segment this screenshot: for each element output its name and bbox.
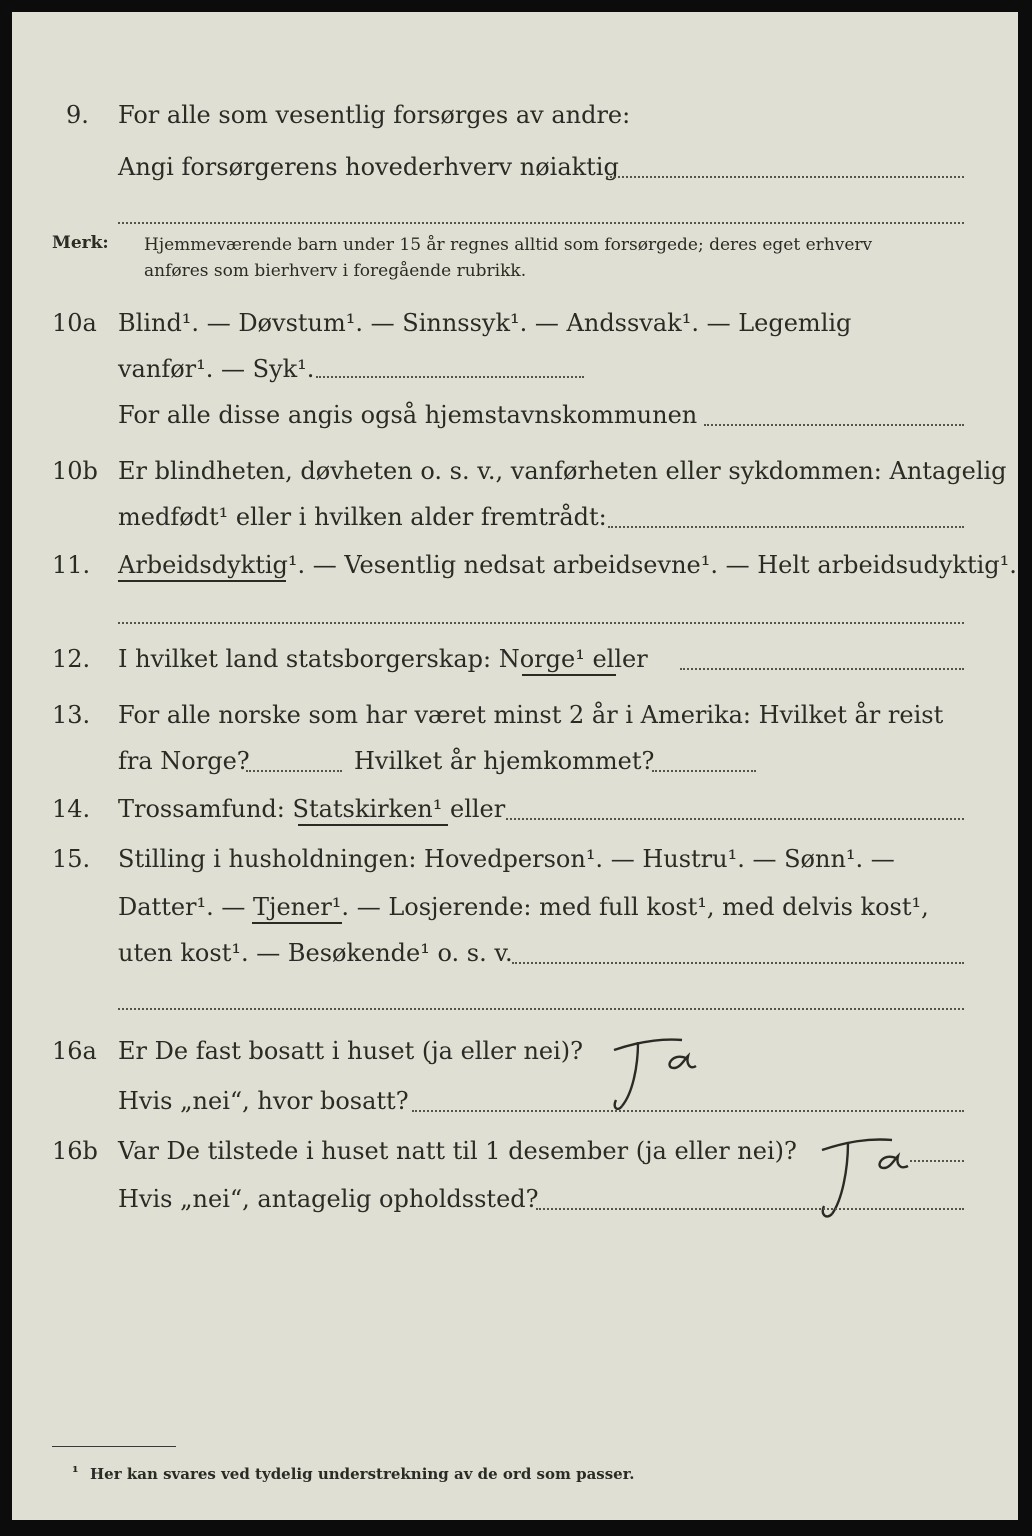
- merk-line2: anføres som bierhverv i foregående rubrikk.: [144, 261, 527, 281]
- q10b-answer-line[interactable]: [608, 526, 964, 528]
- footnote-mark: ¹: [72, 1463, 79, 1481]
- q16b-answer-line[interactable]: [536, 1208, 964, 1210]
- q13-line2a: fra Norge?: [118, 747, 250, 775]
- q11-answer-line[interactable]: [118, 622, 964, 624]
- q16b-line1: Var De tilstede i huset natt til 1 desember (ja eller nei)?: [118, 1137, 797, 1165]
- q13-hjemkommet-line[interactable]: [652, 770, 756, 772]
- q10a-hjemstavn-line[interactable]: [704, 424, 964, 426]
- q14-underline-statskirken: [298, 824, 448, 826]
- q13-line2b: Hvilket år hjemkommet?: [354, 747, 655, 775]
- q16a-handwritten-answer: [608, 1028, 708, 1118]
- footnote-rule: [52, 1446, 176, 1447]
- q15-number: 15.: [52, 845, 91, 873]
- q14-line1: Trossamfund: Statskirken¹ eller: [118, 795, 506, 823]
- q12-underline-norge: [522, 674, 616, 676]
- q11-underline-arbeidsdyktig: [118, 580, 286, 582]
- q16a-line1: Er De fast bosatt i huset (ja eller nei)?: [118, 1037, 584, 1065]
- q14-answer-line[interactable]: [506, 818, 964, 820]
- q9-line2: Angi forsørgerens hovederhverv nøiaktig: [118, 153, 619, 181]
- q15-underline-tjener: [252, 922, 342, 924]
- q9-line1: For alle som vesentlig forsørges av andre:: [118, 101, 631, 129]
- q16a-number: 16a: [52, 1037, 97, 1065]
- q16b-handwritten-answer: [812, 1126, 922, 1226]
- q9-number: 9.: [66, 101, 89, 129]
- q10a-line3: For alle disse angis også hjemstavnskommunen: [118, 401, 698, 429]
- q15-answer-line[interactable]: [512, 962, 964, 964]
- q13-reist-line[interactable]: [246, 770, 342, 772]
- q11-number: 11.: [52, 551, 91, 579]
- footnote-text: Her kan svares ved tydelig understrekning av de ord som passer.: [90, 1465, 635, 1483]
- census-form-page: [12, 12, 1018, 1520]
- q9-answer-line-2[interactable]: [118, 222, 964, 224]
- q10a-answer-line[interactable]: [316, 376, 584, 378]
- q9-answer-line[interactable]: [606, 176, 964, 178]
- q10a-line1: Blind¹. — Døvstum¹. — Sinnssyk¹. — Andssvak¹. — Legemlig: [118, 309, 852, 337]
- q12-number: 12.: [52, 645, 91, 673]
- q14-number: 14.: [52, 795, 91, 823]
- q10a-line2: vanfør¹. — Syk¹.: [118, 355, 315, 383]
- q15-line2: Datter¹. — Tjener¹. — Losjerende: med full kost¹, med delvis kost¹,: [118, 893, 929, 921]
- merk-label: Merk:: [52, 233, 109, 253]
- q15-line1: Stilling i husholdningen: Hovedperson¹. — Hustru¹. — Sønn¹. —: [118, 845, 895, 873]
- q16a-answer-line[interactable]: [412, 1110, 964, 1112]
- q13-line1: For alle norske som har været minst 2 år i Amerika: Hvilket år reist: [118, 701, 944, 729]
- q10a-number: 10a: [52, 309, 97, 337]
- q10b-number: 10b: [52, 457, 98, 485]
- q13-number: 13.: [52, 701, 91, 729]
- merk-line1: Hjemmeværende barn under 15 år regnes alltid som forsørgede; deres eget erhverv: [144, 235, 873, 255]
- q16a-line2: Hvis „nei“, hvor bosatt?: [118, 1087, 409, 1115]
- q12-answer-line[interactable]: [680, 668, 964, 670]
- q10b-line2: medfødt¹ eller i hvilken alder fremtrådt:: [118, 503, 607, 531]
- q11-line1: Arbeidsdyktig¹. — Vesentlig nedsat arbeidsevne¹. — Helt arbeidsudyktig¹.: [118, 551, 1017, 579]
- q15-line3: uten kost¹. — Besøkende¹ o. s. v.: [118, 939, 513, 967]
- q16b-number: 16b: [52, 1137, 98, 1165]
- q10b-line1: Er blindheten, døvheten o. s. v., vanførheten eller sykdommen: Antagelig: [118, 457, 1007, 485]
- q16b-line2: Hvis „nei“, antagelig opholdssted?: [118, 1185, 539, 1213]
- q16b-answer-line-end[interactable]: [910, 1160, 964, 1162]
- q12-line1: I hvilket land statsborgerskap: Norge¹ eller: [118, 645, 648, 673]
- q15-answer-line-2[interactable]: [118, 1008, 964, 1010]
